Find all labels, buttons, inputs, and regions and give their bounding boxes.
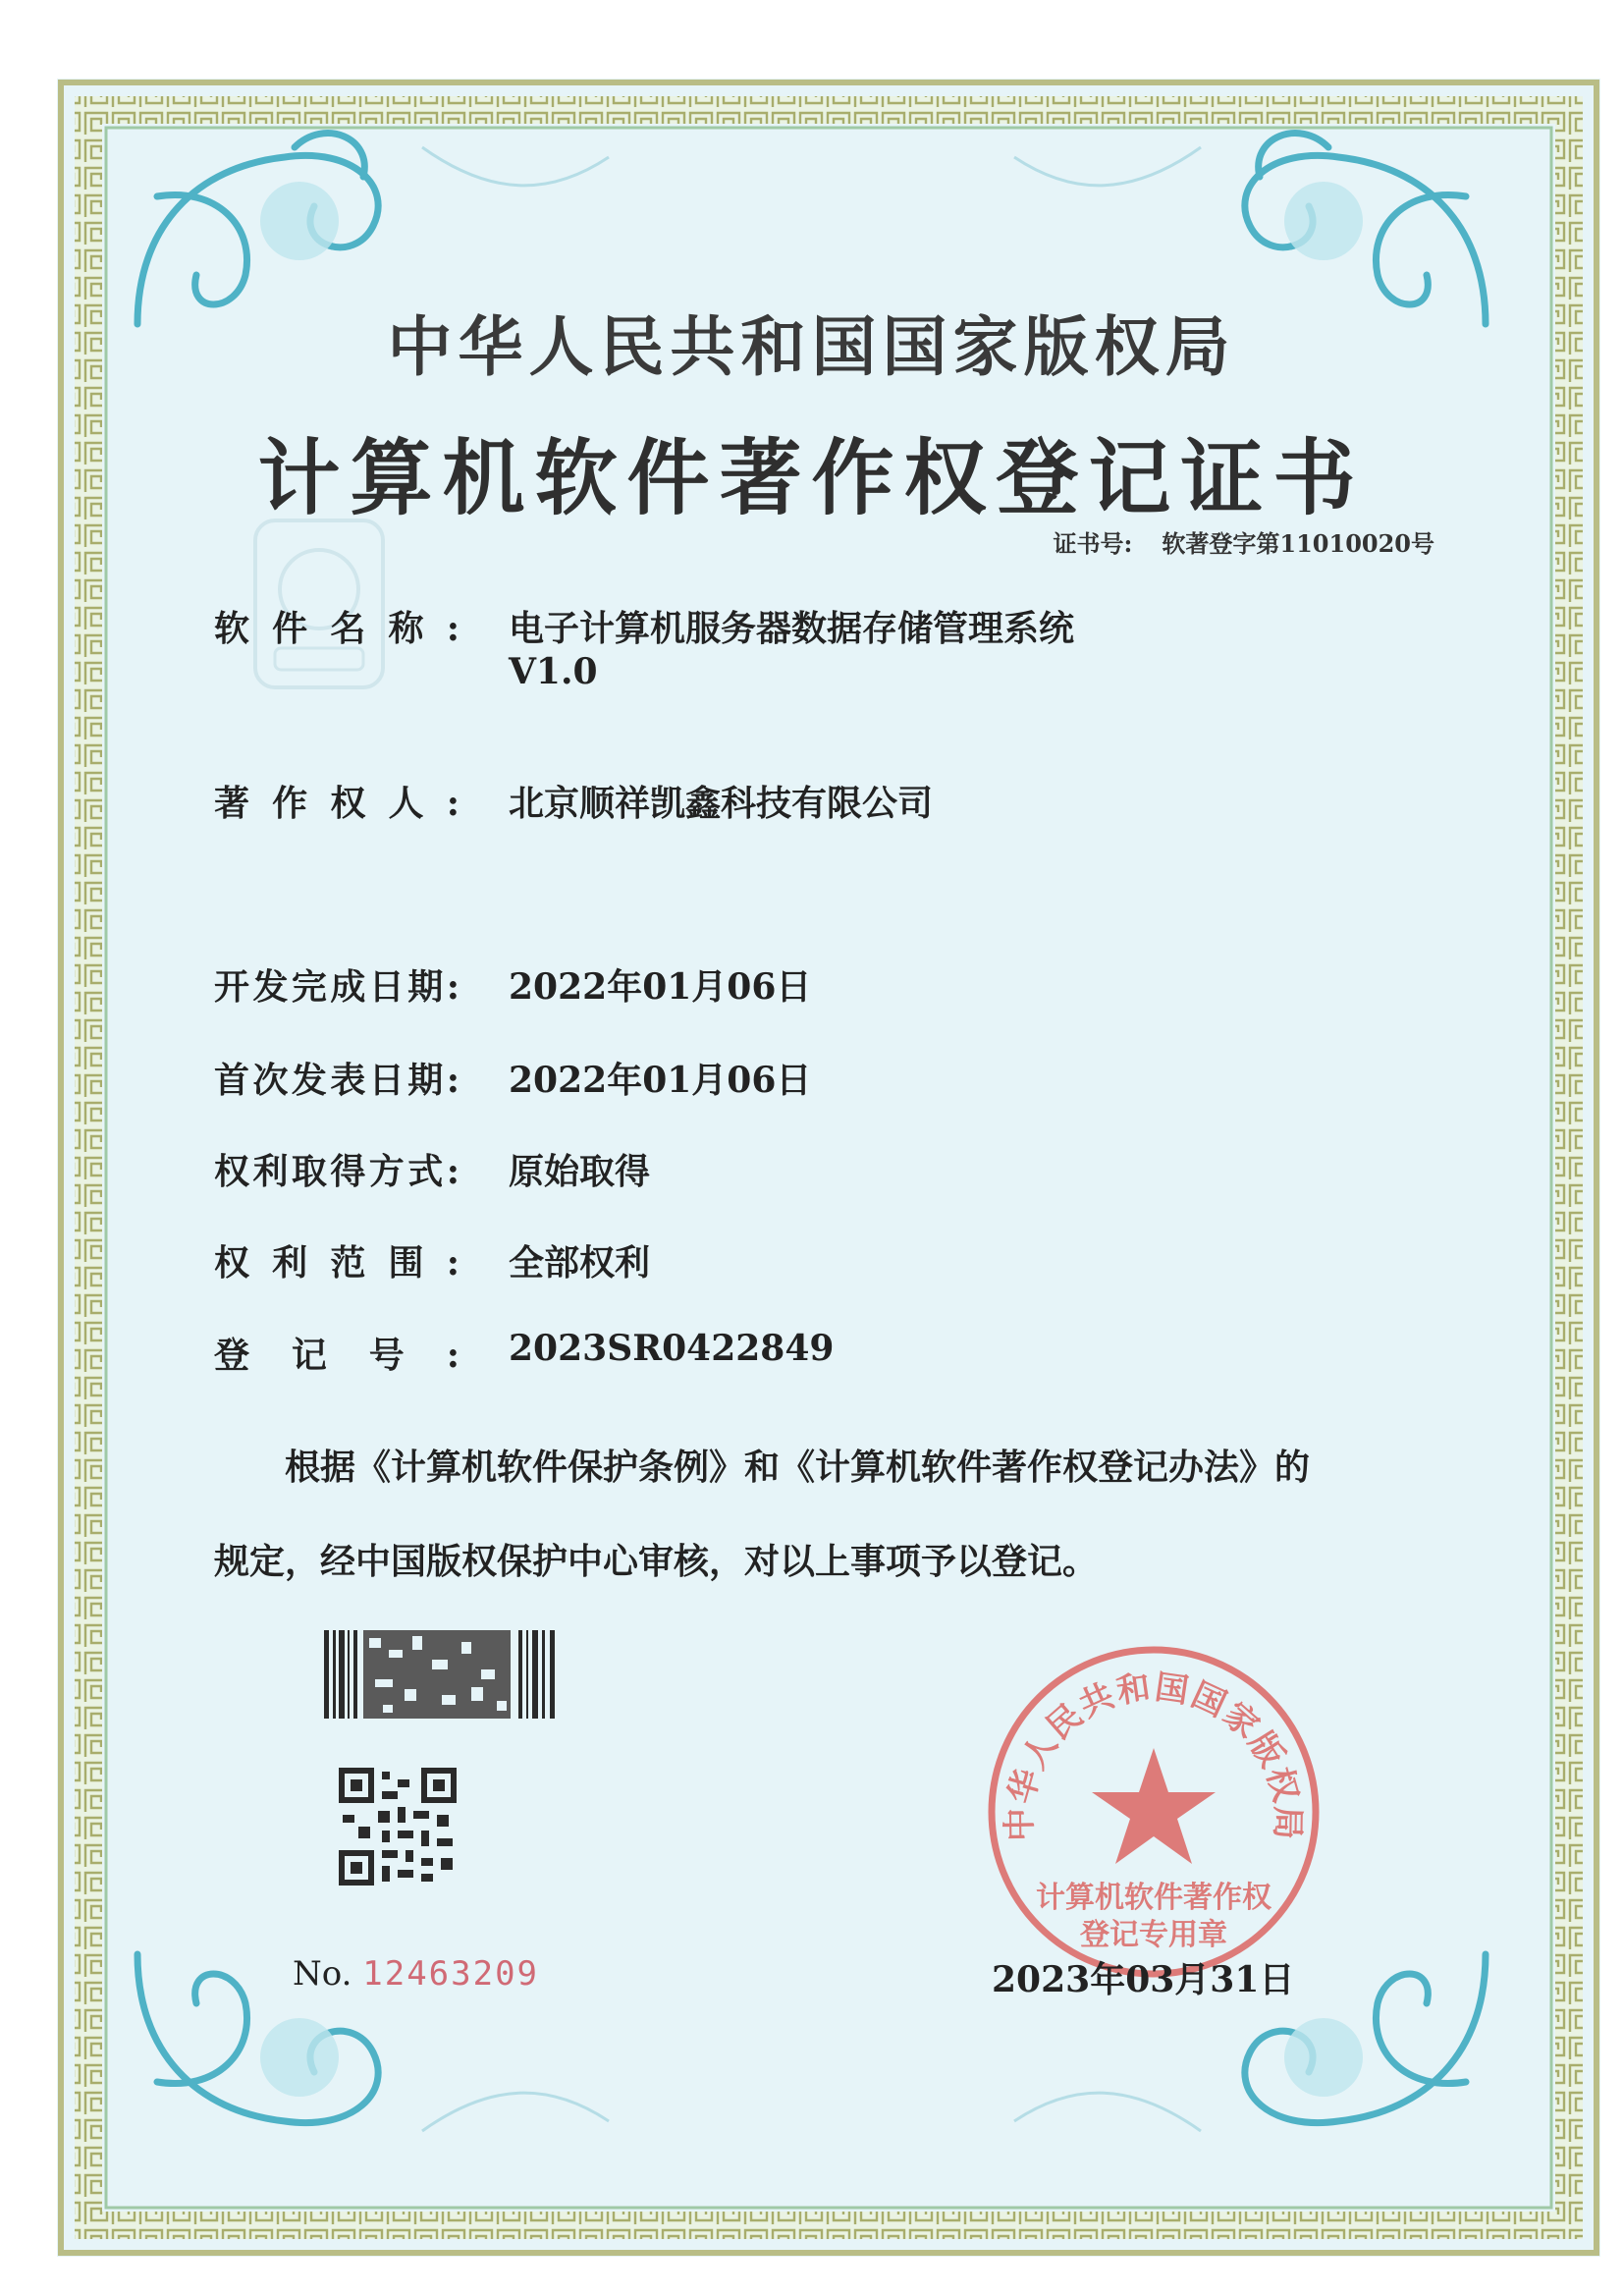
certificate-number <box>1054 524 1434 559</box>
first-publish-row <box>214 1053 811 1103</box>
serial-number <box>293 1954 539 1994</box>
registration-value: 2023SR0422849 <box>509 1328 835 1369</box>
statement-line-2: 规定，经中国版权保护中心审核，对以上事项予以登记。 <box>214 1541 1099 1582</box>
qr-code-icon <box>339 1768 457 1886</box>
rights-scope-label: 权利范围: <box>214 1242 460 1284</box>
statement-line-1: 根据《计算机软件保护条例》和《计算机软件著作权登记办法》的 <box>285 1447 1311 1488</box>
rights-scope-value: 全部权利 <box>509 1242 651 1284</box>
issuing-authority: 中华人民共和国国家版权局 <box>387 309 1236 385</box>
rights-scope-row <box>214 1235 650 1285</box>
dev-complete-value: 2022年01月06日 <box>509 966 812 1008</box>
barcode-icon <box>324 1630 560 1719</box>
software-version-value: V1.0 <box>509 651 598 692</box>
owner-row <box>214 776 933 826</box>
software-name-value: 电子计算机服务器数据存储管理系统 <box>509 608 1075 649</box>
certificate-number-label: 证书号: <box>1053 529 1133 558</box>
owner-value: 北京顺祥凯鑫科技有限公司 <box>509 783 934 824</box>
owner-label: 著作权人: <box>214 783 460 824</box>
first-publish-label: 首次发表日期: <box>214 1060 460 1101</box>
rights-acquisition-label: 权利取得方式: <box>214 1151 460 1192</box>
registration-label: 登记号: <box>214 1335 460 1376</box>
certificate-number-value: 软著登字第11010020号 <box>1162 529 1434 558</box>
registration-row <box>214 1328 834 1378</box>
dev-complete-label: 开发完成日期: <box>214 966 460 1008</box>
serial-number-label: No. <box>293 1954 352 1994</box>
seal-ring-text: 中华人民共和国国家版权局 <box>1000 1667 1308 1842</box>
first-publish-value: 2022年01月06日 <box>509 1060 812 1101</box>
serial-number-value: 12463209 <box>362 1954 540 1994</box>
seal-line-1: 计算机软件著作权 <box>1036 1881 1271 1915</box>
dev-complete-row <box>214 959 811 1010</box>
software-name-label: 软件名称: <box>214 608 460 649</box>
rights-acquisition-row <box>214 1144 650 1194</box>
rights-acquisition-value: 原始取得 <box>509 1151 651 1192</box>
seal-line-2: 登记专用章 <box>1080 1918 1227 1952</box>
issue-date: 2023年03月31日 <box>992 1959 1295 2000</box>
certificate-title: 计算机软件著作权登记证书 <box>257 430 1366 526</box>
official-seal-icon <box>982 1640 1325 1984</box>
software-name-row <box>214 601 1074 692</box>
